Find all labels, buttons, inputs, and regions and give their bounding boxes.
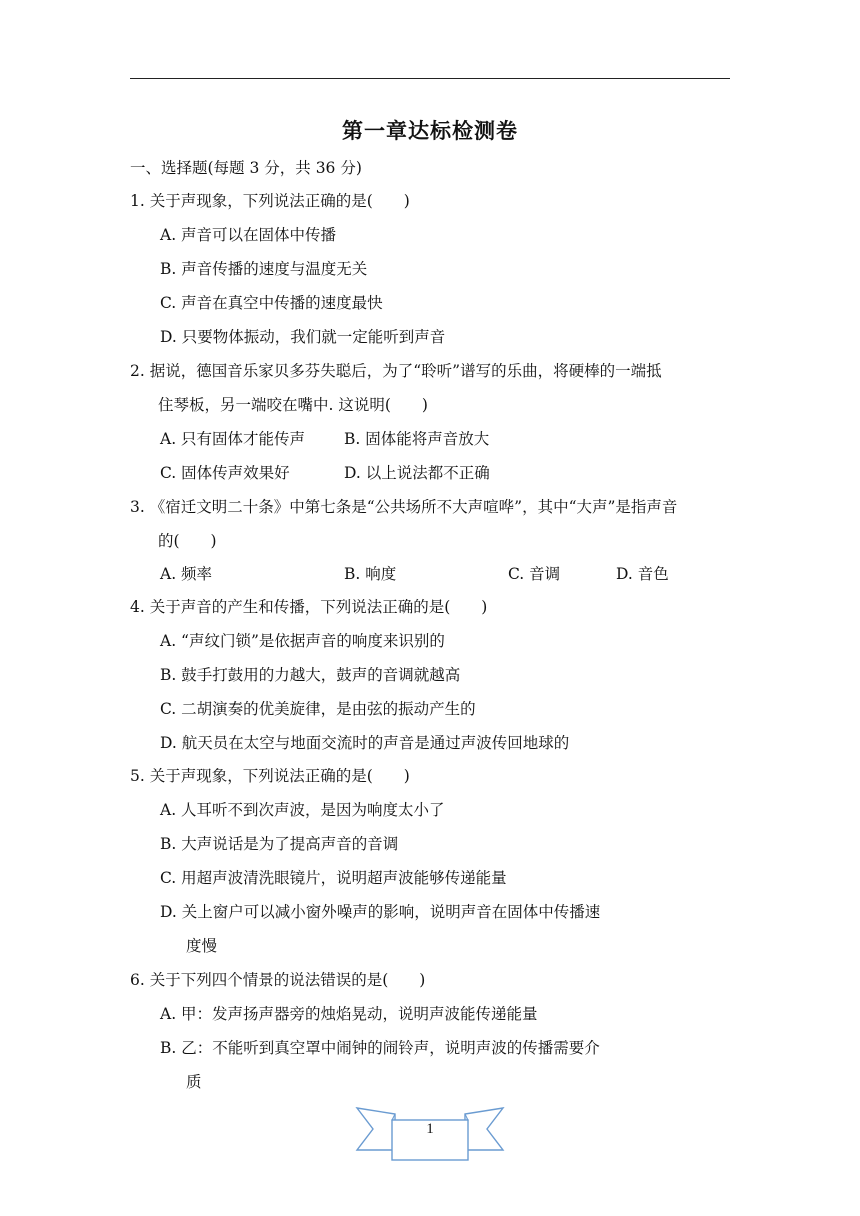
question-4-option-c: C. 二胡演奏的优美旋律，是由弦的振动产生的 xyxy=(160,700,476,718)
question-4-option-a: A. “声纹门锁”是依据声音的响度来识别的 xyxy=(160,632,445,650)
section-heading: 一、选择题(每题 3 分，共 36 分) xyxy=(130,159,362,177)
question-6-option-b: B. 乙：不能听到真空罩中闹钟的闹铃声，说明声波的传播需要介 xyxy=(160,1039,600,1057)
header-rule xyxy=(130,78,730,79)
question-1-option-b: B. 声音传播的速度与温度无关 xyxy=(160,260,368,278)
question-1-stem: 1. 关于声现象，下列说法正确的是( ) xyxy=(130,192,410,210)
question-2-stem-continued: 住琴板，另一端咬在嘴中. 这说明( ) xyxy=(158,396,428,414)
question-5-option-d: D. 关上窗户可以减小窗外噪声的影响，说明声音在固体中传播速 xyxy=(160,903,601,921)
question-6-stem: 6. 关于下列四个情景的说法错误的是( ) xyxy=(130,971,426,989)
question-3-stem-continued: 的( ) xyxy=(158,532,217,550)
question-6-option-b-continued: 质 xyxy=(186,1073,202,1091)
question-5-option-d-continued: 度慢 xyxy=(186,937,218,955)
question-1-option-c: C. 声音在真空中传播的速度最快 xyxy=(160,294,383,312)
question-4-stem: 4. 关于声音的产生和传播，下列说法正确的是( ) xyxy=(130,598,488,616)
question-3-option-a: A. 频率 xyxy=(160,565,213,583)
page-number: 1 xyxy=(426,1121,434,1137)
question-5-option-b: B. 大声说话是为了提高声音的音调 xyxy=(160,835,399,853)
question-3-option-b: B. 响度 xyxy=(344,565,397,583)
question-2-option-b: B. 固体能将声音放大 xyxy=(344,430,490,448)
question-3-stem: 3. 《宿迁文明二十条》中第七条是“公共场所不大声喧哗”，其中“大声”是指声音 xyxy=(130,498,678,516)
page-title: 第一章达标检测卷 xyxy=(342,119,518,143)
question-2-stem: 2. 据说，德国音乐家贝多芬失聪后，为了“聆听”谱写的乐曲，将硬棒的一端抵 xyxy=(130,362,662,380)
question-6-option-a: A. 甲：发声扬声器旁的烛焰晃动，说明声波能传递能量 xyxy=(160,1005,538,1023)
question-2-option-d: D. 以上说法都不正确 xyxy=(344,464,490,482)
question-3-option-d: D. 音色 xyxy=(616,565,669,583)
question-3-option-c: C. 音调 xyxy=(508,565,561,583)
question-1-option-a: A. 声音可以在固体中传播 xyxy=(160,226,337,244)
question-5-option-a: A. 人耳听不到次声波，是因为响度太小了 xyxy=(160,801,445,819)
question-5-stem: 5. 关于声现象，下列说法正确的是( ) xyxy=(130,767,410,785)
question-1-option-d: D. 只要物体振动，我们就一定能听到声音 xyxy=(160,328,446,346)
question-5-option-c: C. 用超声波清洗眼镜片，说明超声波能够传递能量 xyxy=(160,869,507,887)
question-4-option-b: B. 鼓手打鼓用的力越大，鼓声的音调就越高 xyxy=(160,666,461,684)
question-4-option-d: D. 航天员在太空与地面交流时的声音是通过声波传回地球的 xyxy=(160,734,570,752)
question-2-option-a: A. 只有固体才能传声 xyxy=(160,430,306,448)
question-2-option-c: C. 固体传声效果好 xyxy=(160,464,290,482)
